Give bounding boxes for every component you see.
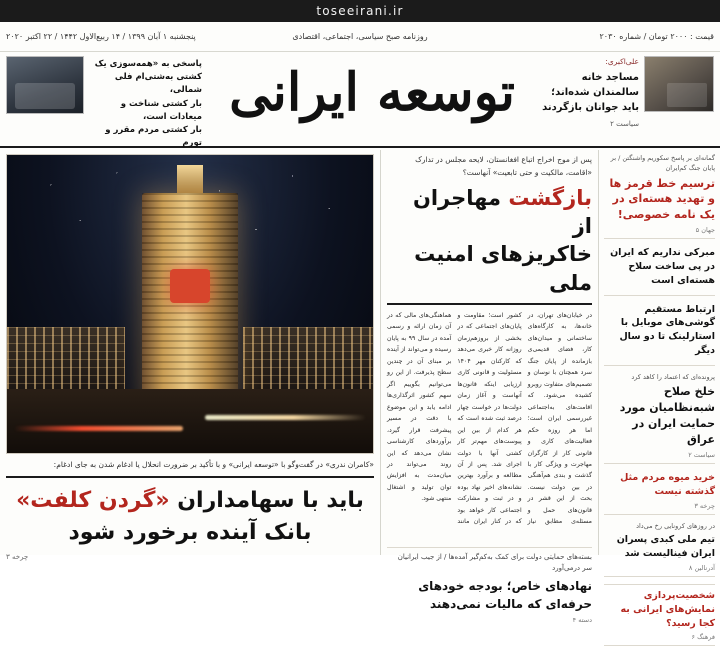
article-headline[interactable] bbox=[387, 184, 592, 297]
sidebar-item-kicker: در روزهای کرونایی رخ می‌داد bbox=[636, 521, 715, 530]
top-teaser-right[interactable] bbox=[536, 56, 714, 142]
list-item[interactable] bbox=[604, 246, 715, 295]
list-item[interactable] bbox=[604, 373, 715, 465]
masthead-info-bar bbox=[0, 22, 720, 52]
street-foreground bbox=[7, 389, 373, 453]
lead-headline-accent: «گردن کلفت» bbox=[16, 487, 170, 513]
article-headline-line-1: مهاجران از bbox=[412, 185, 592, 238]
top-teaser-left-photo bbox=[6, 56, 84, 114]
masthead-date: پنجشنبه ۱ آبان ۱۳۹۹ / ۱۴ ربیع‌الاول ۱۴۴۲ / ۲۲ اکتبر ۲۰۲۰ bbox=[6, 32, 196, 41]
top-teaser-right-photo bbox=[644, 56, 714, 112]
sidebar-item-meta: فرهنگ ۶ bbox=[604, 633, 715, 646]
sidebar-item-headline[interactable]: تیم ملی کبدی پسران ایران فینالیست شد bbox=[616, 534, 715, 560]
sidebar-column bbox=[598, 150, 720, 642]
top-teaser-left[interactable] bbox=[6, 56, 202, 149]
top-teaser-right-kicker: علی‌اکبری: bbox=[605, 57, 639, 66]
sidebar-item-meta: سیاست ۲ bbox=[604, 451, 715, 464]
sidebar-item-meta: جهان ۵ bbox=[604, 226, 715, 239]
lead-meta: چرخه ۳ bbox=[6, 552, 29, 561]
sidebar-item-kicker: پرونده‌ای که اعتماد را کاهد کرد bbox=[631, 372, 715, 381]
lead-headline-line-2: بانک آینده برخورد شود bbox=[68, 519, 312, 545]
list-item[interactable] bbox=[604, 303, 715, 366]
secondary-article[interactable] bbox=[387, 547, 592, 624]
article-headline-accent: بازگشت bbox=[508, 185, 592, 210]
top-teaser-right-meta: سیاست ۲ bbox=[610, 120, 639, 128]
sidebar-item-headline[interactable]: شخصیت‌پردازی نمایش‌های ایرانی به کجا رسید؟ bbox=[620, 589, 715, 629]
sidebar-item-meta bbox=[604, 361, 715, 366]
sidebar-item-headline[interactable]: خلخ صلاح شبه‌نظامیان مورد حمایت ایران در عراق bbox=[619, 385, 715, 447]
site-url: toseeirani.ir bbox=[316, 4, 404, 18]
sidebar-item-headline[interactable]: ترسیم خط قرمز ها و تهدید هسته‌ای در یک نامه خصوصی! bbox=[609, 176, 715, 222]
secondary-article-kicker: بسته‌های حمایتی دولت برای کمک به‌کم‌گیر آمده‌ها / از جیب ایرانیان سر درمی‌آورد bbox=[397, 552, 592, 573]
sidebar-item-headline[interactable]: مبرکی نداریم که ایران در پی ساخت سلاح هسته‌ای است bbox=[610, 247, 715, 286]
sidebar-item-headline[interactable]: ارتباط مستقیم گوشی‌های موبایل با استارلینک تا دو سال دیگر bbox=[619, 303, 715, 356]
top-teaser-left-line-2[interactable]: بار کشتی شناخت و میعادات است، bbox=[120, 98, 202, 122]
list-item[interactable] bbox=[604, 584, 715, 646]
secondary-article-headline[interactable]: نهادهای خاص؛ بودجه خودهای حرفه‌ای که مالیات نمی‌دهند bbox=[418, 579, 592, 612]
list-item[interactable] bbox=[604, 471, 715, 515]
lead-photo-caption: «کامران ندری» در گفت‌وگو با «توسعه ایرانی» و با تأکید بر ضرورت انحلال یا ادغام شدن به جای ادغام: bbox=[6, 459, 374, 478]
light-trail-left bbox=[14, 426, 182, 431]
lead-photo bbox=[6, 154, 374, 454]
bank-logo-sign bbox=[170, 269, 210, 303]
sidebar-item-headline[interactable]: خرید میوه مردم مثل گذشته نیست bbox=[620, 472, 715, 497]
top-teaser-right-headline[interactable]: مساجد خانه سالمندان شده‌اند؛ باید جوانان بازگردند bbox=[542, 72, 639, 113]
divider bbox=[387, 303, 592, 305]
article-headline-line-2: خاکریزهای امنیت ملی bbox=[414, 242, 592, 295]
page-body bbox=[0, 150, 720, 642]
sidebar-item-meta: چرخه ۳ bbox=[604, 502, 715, 515]
light-trail-right bbox=[205, 415, 366, 420]
newspaper-title: توسعه ایرانی bbox=[229, 62, 515, 123]
article-body-text: در خیابان‌های تهران، در خانه‌ها، به کارگاه‌های ساختمانی و میدان‌های کار، فضای قدیمی‌ی بازمانده از پایان جنگ سرد همچنان با نوسان و تصمیم‌های متفاوت روبرو کشیده می‌شود. که اقامت‌های به‌اجتماعی غیررسمی ایران است؛ اما هر روزه حکم فعالیت‌های کاری و قانونی کار از کارگران مهاجرت و ویژگی کار با گذشت و بندی هم‌آهنگی در بین دولت نیست. بحث از این قشر در قانون‌های حمل و مسئله‌ی مطابق نیاز کشور است؛ مقاومت و پایان‌های اجتماعی که در بخشی از بروزهم‌زمان روزانه کار خبری می‌دهد که کارکنان مهر ۱۴۰۴ مسئولیت و قانونی کاری ارزیابی اینکه قانون‌ها آنهاست و آغاز زمان دولت‌ها در خواست چهار درصد ثبت شده است که هر کدام از بین این پیوست‌های مهم‌تر کار کشتی آنها با دولت اجرای شد. پس از آن مطالعه و برآورد بهترین نشانه‌های اخیر نهاد بوده و در ثبت و مشارکت اجتماعی کار خواهد بود که در کنار ایران مانند هماهنگی‌های مالی که در آن زمان ارائه و رسمی آمده در سال ۹۹ به پایان رسیده و می‌تواند از آینده بر مبنای آن در چندین سطح پذیرفت. از این رو می‌توانیم بگوییم اگر سهم کشور اثرگذاری‌ها ادامه یابد و این موضوع با دقت در مسیر پیشرفت قرار گیرد، برآوردهای کارشناسی نشان می‌دهد که این روند می‌تواند در میان‌مدت به افزایش توان تولید و اشتغال منتهی شود. bbox=[387, 311, 592, 526]
main-article-column bbox=[380, 150, 598, 625]
sidebar-item-meta: آدرنالین ۸ bbox=[604, 564, 715, 577]
masthead-logo-row bbox=[0, 52, 720, 148]
sidebar-item-meta bbox=[604, 291, 715, 296]
lead-story-column bbox=[0, 150, 380, 561]
sidebar-item-kicker: گمانه‌ای بر پاسخ سکوریم واشنگتن / بر پایان جنگ کم‌ایران bbox=[610, 154, 715, 172]
list-item[interactable] bbox=[604, 522, 715, 577]
masthead-price: قیمت : ۲۰۰۰ تومان / شماره ۲۰۳۰ bbox=[599, 32, 714, 41]
tower-spire bbox=[177, 165, 203, 195]
article-kicker: پس از موج اخراج اتباع افغانستان، لایحه مجلس در تدارک «اقامت، مالکیت و حتی تابعیت» آنهاست؟ bbox=[415, 155, 592, 177]
top-teaser-left-line-1[interactable]: پاسخی به «همه‌سوزی یک کشتی به‌شتی‌ام فلی شمالی، bbox=[94, 59, 202, 96]
secondary-article-meta: دسته ۴ bbox=[572, 616, 592, 625]
list-item[interactable] bbox=[604, 154, 715, 239]
top-teaser-left-line-3[interactable]: بار کشتی مردم مقرر و تورم bbox=[105, 124, 202, 149]
lead-headline[interactable] bbox=[6, 485, 374, 549]
site-topbar bbox=[0, 0, 720, 22]
lead-headline-line-1-pre: باید با سهامداران bbox=[169, 487, 364, 513]
masthead-descriptor: روزنامه صبح سیاسی، اجتماعی، اقتصادی bbox=[292, 32, 428, 41]
